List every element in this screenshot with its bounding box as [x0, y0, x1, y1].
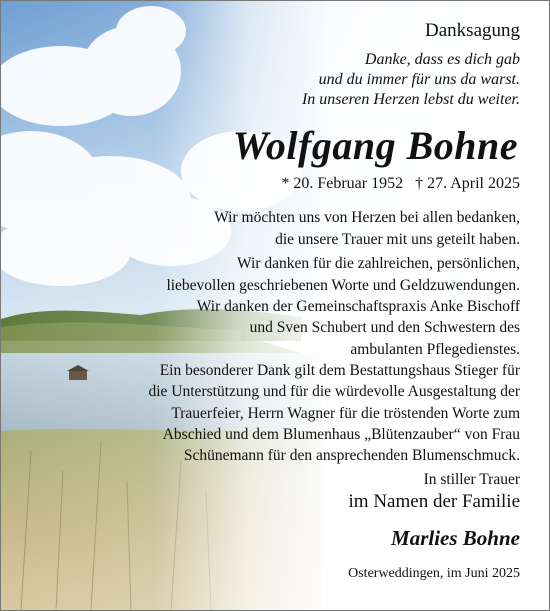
verse-line: und du immer für uns da warst. — [318, 71, 520, 88]
closing-line: In stiller Trauer — [423, 471, 520, 488]
body-line: Abschied und dem Blumenhaus „Blütenzauber“ von Frau — [162, 426, 520, 443]
birth-date: * 20. Februar 1952 — [281, 175, 404, 192]
deceased-name: Wolfgang Bohne — [232, 123, 518, 168]
body-line: die unsere Trauer mit uns geteilt haben. — [275, 231, 520, 248]
life-dates — [281, 175, 520, 193]
body-line: und Sven Schubert und den Schwestern des — [249, 319, 520, 336]
body-line: Trauerfeier, Herrn Wagner für die tröstenden Worte zum — [171, 405, 520, 422]
body-line: ambulanten Pflegedienstes. — [350, 341, 520, 358]
signature: Marlies Bohne — [391, 526, 520, 550]
verse-line: In unseren Herzen lebst du weiter. — [301, 91, 520, 108]
family-line: im Namen der Familie — [348, 491, 520, 512]
death-date: † 27. April 2025 — [415, 175, 520, 192]
heading: Danksagung — [425, 20, 520, 41]
body-line: die Unterstützung und für die würdevolle Ausgestaltung der — [148, 383, 520, 400]
body-line: Ein besonderer Dank gilt dem Bestattungshaus Stieger für — [159, 362, 520, 379]
body-line: Schünemann für den ansprechenden Blumenschmuck. — [183, 447, 520, 464]
body-line: Wir möchten uns von Herzen bei allen bedanken, — [214, 209, 520, 226]
body-line: Wir danken der Gemeinschaftspraxis Anke Bischoff — [196, 298, 520, 315]
body-line: Wir danken für die zahlreichen, persönlichen, — [237, 255, 520, 272]
place-date: Osterweddingen, im Juni 2025 — [348, 566, 520, 581]
body-line: liebevollen geschriebenen Worte und Geldzuwendungen. — [166, 277, 520, 294]
verse-line: Danke, dass es dich gab — [364, 51, 520, 68]
